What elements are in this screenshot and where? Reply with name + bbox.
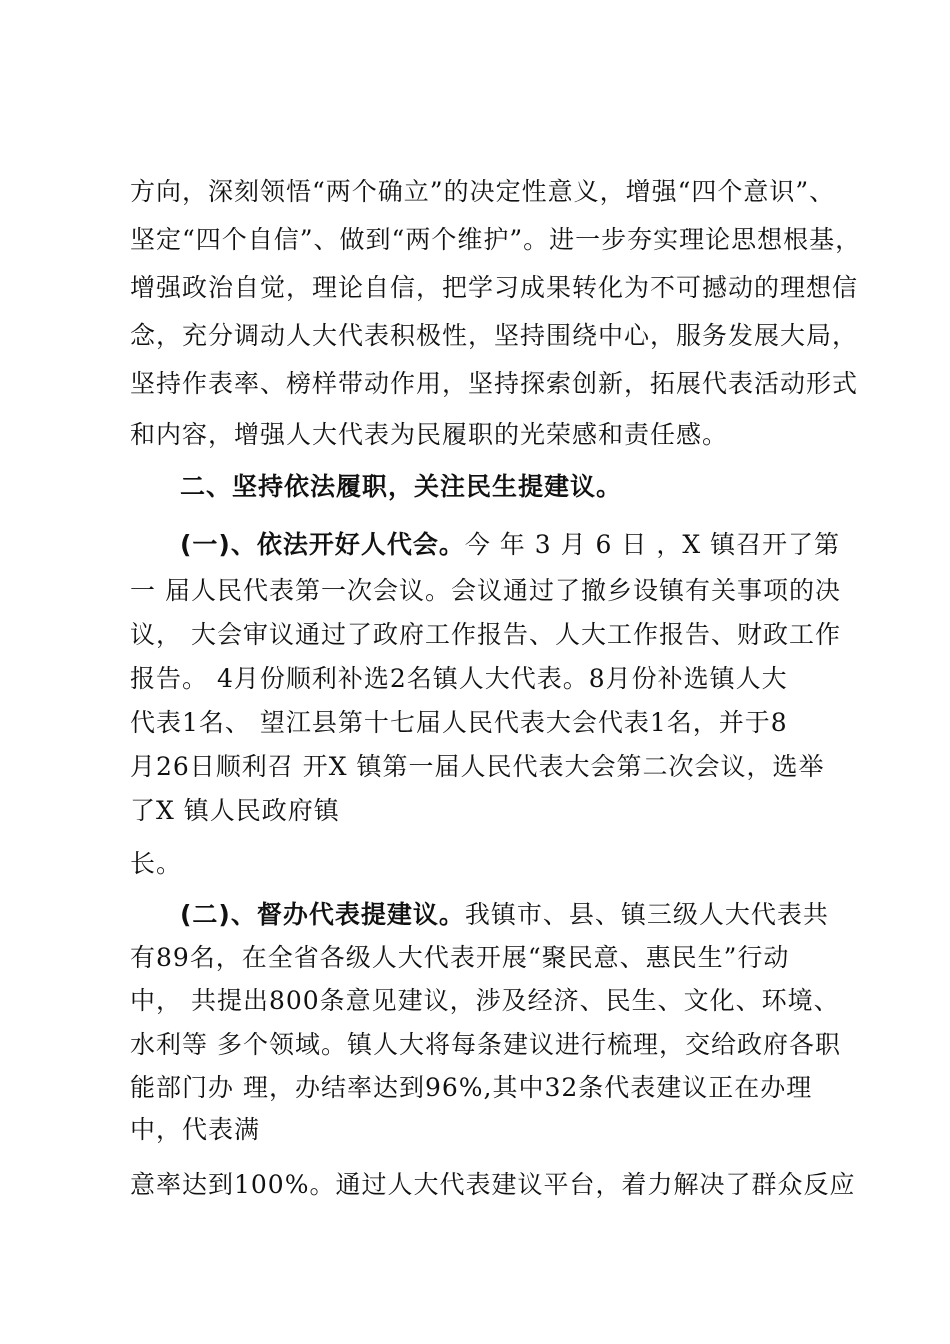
- body-text-line: 了X 镇人民政府镇: [130, 796, 340, 825]
- subsection-first-line: [180, 900, 829, 930]
- body-text-line: 和内容，增强人大代表为民履职的光荣感和责任感。: [130, 420, 729, 449]
- body-text-line: 月26日顺利召 开X 镇第一届人民代表大会第二次会议，选举: [130, 752, 825, 781]
- body-text-line: 报告。 4月份顺利补选2名镇人大代表。8月份补选镇人大: [130, 664, 788, 693]
- subsection-title: (二)、督办代表提建议。: [180, 900, 465, 929]
- body-text-line: 有89名，在全省各级人大代表开展“聚民意、惠民生”行动: [130, 943, 790, 972]
- body-text-line: 中， 共提出800条意见建议，涉及经济、民生、文化、环境、: [130, 986, 840, 1015]
- body-text-line: 一 届人民代表第一次会议。会议通过了撤乡设镇有关事项的决: [130, 576, 841, 605]
- body-text-line: 中，代表满: [130, 1115, 261, 1144]
- section-heading: 二、坚持依法履职，关注民生提建议。: [180, 472, 623, 501]
- body-text-line: 坚定“四个自信”、做到“两个维护”。进一步夯实理论思想根基，: [130, 225, 862, 254]
- body-text-line: 代表1名、 望江县第十七届人民代表大会代表1名，并于8: [130, 708, 788, 737]
- body-text-line: 议， 大会审议通过了政府工作报告、人大工作报告、财政工作: [130, 620, 841, 649]
- body-text-run: 我镇市、县、镇三级人大代表共: [464, 900, 829, 929]
- body-text-line: 能部门办 理，办结率达到96%,其中32条代表建议正在办理: [130, 1073, 813, 1102]
- body-text-line: 长。: [130, 849, 183, 878]
- body-text-line: 方向，深刻领悟“两个确立”的决定性意义，增强“四个意识”、: [130, 177, 836, 206]
- body-text-line: 念，充分调动人大代表积极性，坚持围绕中心，服务发展大局，: [130, 321, 859, 350]
- body-text-run: 今 年 3 月 6 日 ，X 镇召开了第: [464, 530, 841, 559]
- body-text-line: 意率达到100%。通过人大代表建议平台，着力解决了群众反应: [130, 1170, 856, 1199]
- body-text-line: 水利等 多个领域。镇人大将每条建议进行梳理，交给政府各职: [130, 1030, 841, 1059]
- subsection-first-line: [180, 530, 840, 560]
- subsection-title: (一)、依法开好人代会。: [180, 530, 465, 559]
- body-text-line: 增强政治自觉，理论自信，把学习成果转化为不可撼动的理想信: [130, 273, 859, 302]
- body-text-line: 坚持作表率、榜样带动作用，坚持探索创新，拓展代表活动形式: [130, 369, 859, 398]
